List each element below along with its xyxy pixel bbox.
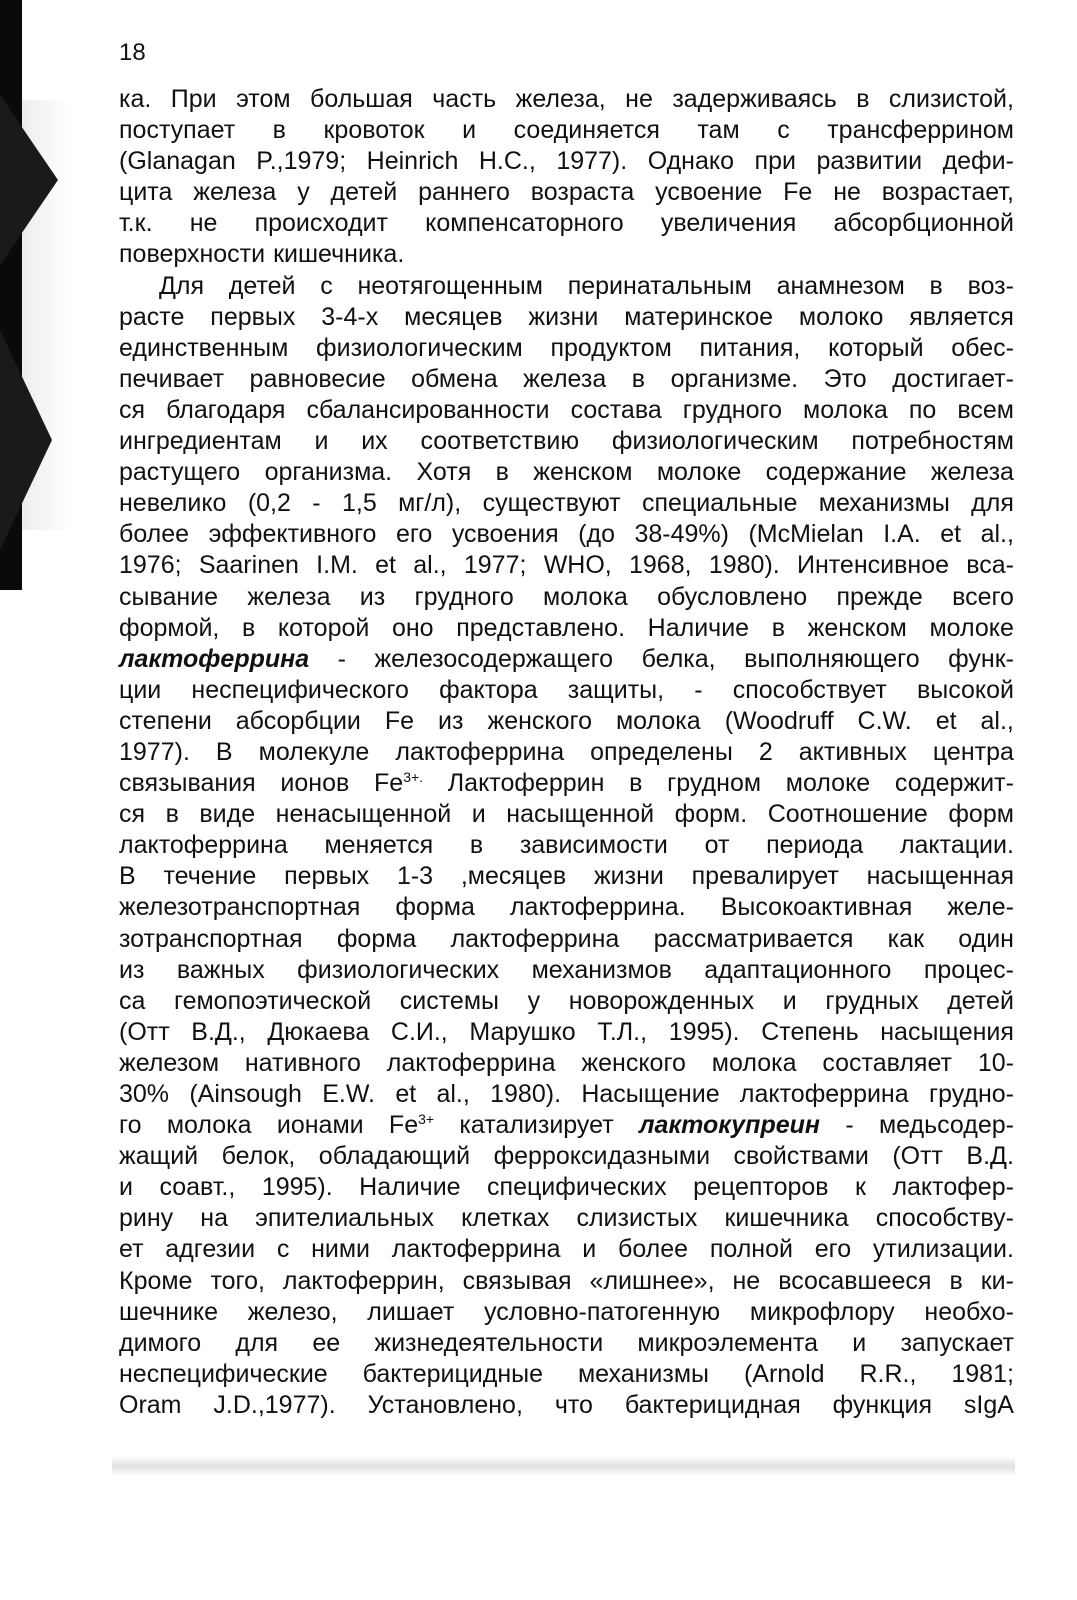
text-line: т.к. не происходит компенсаторного увеличения абсорбционной bbox=[119, 209, 1014, 238]
body-text bbox=[119, 84, 1014, 1421]
text-line: ся в виде ненасыщенной и насыщенной форм. Соотношение форм bbox=[119, 800, 1014, 829]
text-line: железотранспортная форма лактоферрина. Высокоактивная желе- bbox=[119, 893, 1014, 922]
text-line: расте первых 3-4-х месяцев жизни материнское молоко является bbox=[119, 302, 1014, 331]
text-line: железом нативного лактоферрина женского молока составляет 10- bbox=[119, 1048, 1014, 1077]
text-line: 1976; Saarinen I.M. et al., 1977; WHO, 1968, 1980). Интенсивное вса- bbox=[119, 551, 1014, 580]
text-line: из важных физиологических механизмов адаптационного процес- bbox=[119, 955, 1014, 984]
text-line: Для детей с неотягощенным перинатальным анамнезом в воз- bbox=[159, 271, 1014, 300]
paragraph-2 bbox=[119, 271, 1014, 1421]
text-line: растущего организма. Хотя в женском молоке содержание железа bbox=[119, 458, 1014, 487]
text-line: (Отт В.Д., Дюкаева С.И., Марушко Т.Л., 1995). Степень насыщения bbox=[119, 1017, 1014, 1046]
text-line: ет адгезии с ними лактоферрина и более полной его утилизации. bbox=[119, 1235, 1014, 1264]
text-line: сывание железа из грудного молока обусловлено прежде всего bbox=[119, 582, 1014, 611]
text-line: ции неспецифического фактора защиты, - способствует высокой bbox=[119, 675, 1014, 704]
text-line: жащий белок, обладающий ферроксидазными свойствами (Отт В.Д. bbox=[119, 1142, 1014, 1171]
text-line: единственным физиологическим продуктом питания, который обес- bbox=[119, 333, 1014, 362]
text-line: 30% (Ainsough E.W. et al., 1980). Насыщение лактоферрина грудно- bbox=[119, 1080, 1014, 1108]
text-line: степени абсорбции Fe из женского молока (Woodruff C.W. et al., bbox=[119, 706, 1014, 735]
text-line: ся благодаря сбалансированности состава грудного молока по всем bbox=[119, 395, 1014, 424]
text-line: формой, в которой оно представлено. Наличие в женском молоке bbox=[119, 613, 1014, 642]
text-line: лактоферрина - железосодержащего белка, выполняющего функ- bbox=[119, 644, 1014, 673]
text-line: шечнике железо, лишает условно-патогенную микрофлору необхо- bbox=[119, 1297, 1014, 1326]
text-line: цита железа у детей раннего возраста усвоение Fe не возрастает, bbox=[119, 178, 1014, 207]
text-line: ингредиентам и их соответствию физиологическим потребностям bbox=[119, 427, 1014, 456]
text-line: Кроме того, лактоферрин, связывая «лишнее», не всосавшееся в ки- bbox=[119, 1266, 1014, 1295]
text-line: и соавт., 1995). Наличие специфических рецепторов к лактофер- bbox=[119, 1173, 1014, 1202]
text-line: зотранспортная форма лактоферрина рассматривается как один bbox=[119, 924, 1014, 953]
text-line: са гемопоэтической системы у новорожденных и грудных детей bbox=[119, 986, 1014, 1015]
text-line: поверхности кишечника. bbox=[119, 240, 405, 269]
text-line: В течение первых 1-3 ,месяцев жизни превалирует насыщенная bbox=[119, 862, 1014, 891]
text-line: (Glanagan P.,1979; Heinrich H.C., 1977). Однако при развитии дефи- bbox=[119, 147, 1014, 176]
text-line: лактоферрина меняется в зависимости от периода лактации. bbox=[119, 831, 1014, 860]
text-line: связывания ионов $Fe^{3+.}$ Лактоферрин в грудном молоке содержит- bbox=[119, 769, 1014, 798]
text-line: 1977). В молекуле лактоферрина определены 2 активных центра bbox=[119, 737, 1014, 766]
text-line: более эффективного его усвоения (до 38-49%) (McMielan I.A. et al., bbox=[119, 520, 1014, 549]
scan-artifact bbox=[112, 1456, 1015, 1476]
binding-wedge-top bbox=[0, 95, 58, 265]
text-line: рину на эпителиальных клетках слизистых кишечника способству- bbox=[119, 1204, 1014, 1233]
text-line: ка. При этом большая часть железа, не задерживаясь в слизистой, bbox=[119, 85, 1014, 113]
text-line: печивает равновесие обмена железа в организме. Это достигает- bbox=[119, 364, 1014, 393]
text-line: димого для ее жизнедеятельности микроэлемента и запускает bbox=[119, 1328, 1014, 1357]
text-line: го молока ионами $Fe^{3+}$ катализирует лактокупреин - медьсодер- bbox=[119, 1111, 1014, 1140]
text-line: поступает в кровоток и соединяется там с трансферрином bbox=[119, 116, 1014, 145]
text-line: неспецифические бактерицидные механизмы (Arnold R.R., 1981; bbox=[119, 1359, 1014, 1388]
paragraph-1 bbox=[119, 84, 1014, 271]
text-line: невелико (0,2 - 1,5 мг/л), существуют специальные механизмы для bbox=[119, 489, 1014, 518]
page-number: 18 bbox=[119, 39, 146, 66]
binding-wedge-bottom bbox=[0, 330, 52, 550]
text-line: Oram J.D.,1977). Установлено, что бактерицидная функция sIgA bbox=[119, 1390, 1014, 1419]
